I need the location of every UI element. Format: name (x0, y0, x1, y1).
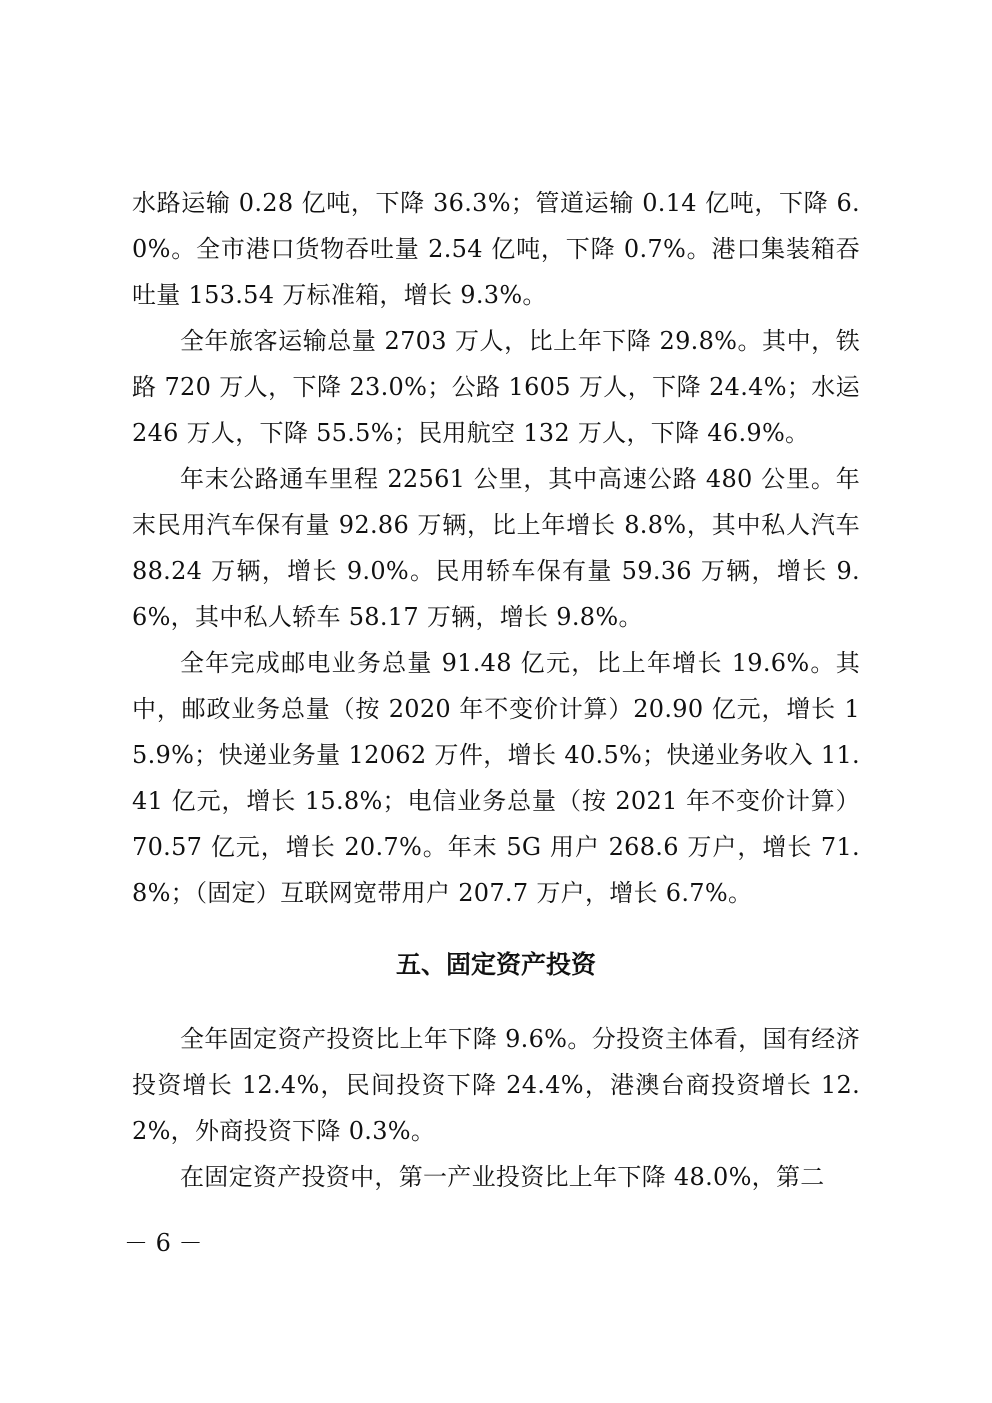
paragraph-post-telecom: 全年完成邮电业务总量 91.48 亿元，比上年增长 19.6%。其中，邮政业务总量（按 2020 年不变价计算）20.90 亿元，增长 15.9%；快递业务量 12062 万件，增长 40.5%；快递业务收入 11.41 亿元，增长 15.8%；电信业务总量（按 2021 年不变价计算）70.57 亿元，增长 20.7%。年末 5G 用户 268.6 万户，增长 71.8%；（固定）互联网宽带用户 207.7 万户，增长 6.7%。 (132, 649, 860, 907)
paragraph-fixed-investment: 全年固定资产投资比上年下降 9.6%。分投资主体看，国有经济投资增长 12.4%，民间投资下降 24.4%，港澳台商投资增长 12.2%，外商投资下降 0.3%。 (132, 1025, 860, 1145)
document-body (132, 180, 860, 1200)
paragraph-transport-freight: 水路运输 0.28 亿吨，下降 36.3%；管道运输 0.14 亿吨，下降 6.0%。全市港口货物吞吐量 2.54 亿吨，下降 0.7%。港口集装箱吞吐量 153.54 万标准箱，增长 9.3%。 (132, 189, 860, 309)
paragraph-passenger-transport: 全年旅客运输总量 2703 万人，比上年下降 29.8%。其中，铁路 720 万人，下降 23.0%；公路 1605 万人，下降 24.4%；水运 246 万人，下降 55.5%；民用航空 132 万人，下降 46.9%。 (132, 327, 860, 447)
page-number: － 6 － (124, 1229, 203, 1257)
paragraph-roads-vehicles: 年末公路通车里程 22561 公里，其中高速公路 480 公里。年末民用汽车保有量 92.86 万辆，比上年增长 8.8%，其中私人汽车 88.24 万辆，增长 9.0%。民用轿车保有量 59.36 万辆，增长 9.6%，其中私人轿车 58.17 万辆，增长 9.8%。 (132, 465, 860, 631)
section-heading: 五、固定资产投资 (395, 950, 596, 979)
paragraph-investment-by-industry: 在固定资产投资中，第一产业投资比上年下降 48.0%，第二 (180, 1163, 825, 1191)
